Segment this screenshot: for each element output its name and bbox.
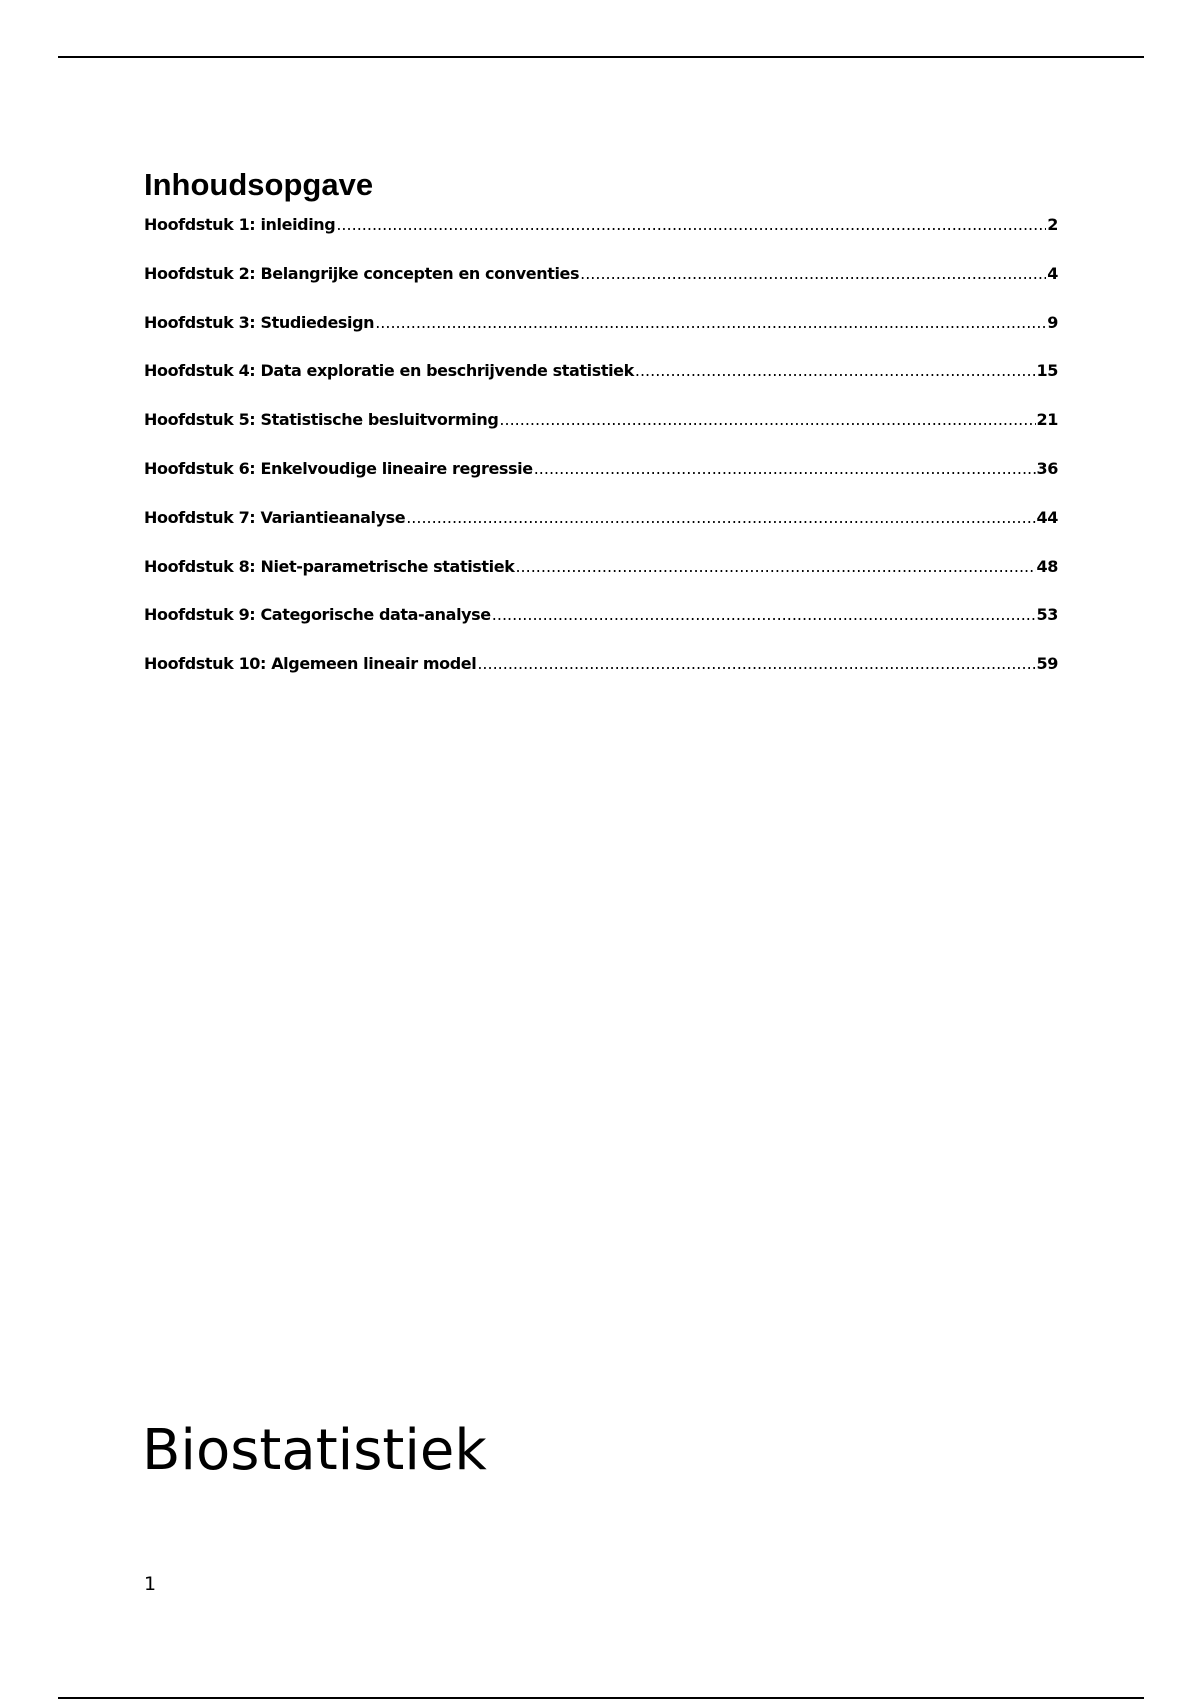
toc-leader-dots — [534, 459, 1036, 479]
toc-entry-page: 4 — [1047, 263, 1058, 283]
toc-leader-dots — [477, 654, 1035, 674]
toc-entry-label: Hoofdstuk 8: Niet-parametrische statistiek — [144, 556, 515, 576]
toc-leader-dots — [336, 215, 1046, 235]
toc-entry-page: 44 — [1036, 507, 1058, 527]
toc-entry-label: Hoofdstuk 2: Belangrijke concepten en conventies — [144, 263, 580, 283]
toc-entry-page: 53 — [1036, 605, 1058, 625]
toc-entry-label: Hoofdstuk 5: Statistische besluitvorming — [144, 410, 499, 430]
toc-entry-chapter-8[interactable] — [144, 557, 1058, 606]
toc-entry-label: Hoofdstuk 6: Enkelvoudige lineaire regressie — [144, 458, 533, 478]
toc-entry-label: Hoofdstuk 9: Categorische data-analyse — [144, 605, 491, 625]
toc-entry-chapter-6[interactable] — [144, 459, 1058, 508]
toc-entry-chapter-2[interactable] — [144, 264, 1058, 313]
toc-entry-label: Hoofdstuk 4: Data exploratie en beschrijvende statistiek — [144, 361, 634, 381]
toc-leader-dots — [635, 361, 1036, 381]
header-rule — [58, 56, 1144, 58]
toc-leader-dots — [580, 264, 1046, 284]
footer-rule — [58, 1697, 1144, 1699]
toc-entry-page: 48 — [1036, 556, 1058, 576]
toc-entry-chapter-10[interactable] — [144, 654, 1058, 703]
toc-entry-page: 9 — [1047, 312, 1058, 332]
toc-title: Inhoudsopgave — [144, 167, 374, 202]
table-of-contents — [144, 166, 1058, 703]
toc-entry-chapter-3[interactable] — [144, 313, 1058, 362]
page-number: 1 — [144, 1573, 157, 1595]
toc-entry-label: Hoofdstuk 1: inleiding — [144, 215, 336, 234]
toc-leader-dots — [499, 410, 1035, 430]
toc-entry-label: Hoofdstuk 7: Variantieanalyse — [144, 507, 406, 527]
toc-entry-page: 36 — [1036, 458, 1058, 478]
toc-entry-label: Hoofdstuk 10: Algemeen lineair model — [144, 654, 477, 674]
toc-entry-page: 15 — [1036, 361, 1058, 381]
document-title: Biostatistiek — [142, 1418, 487, 1483]
toc-leader-dots — [406, 508, 1035, 528]
toc-entry-label: Hoofdstuk 3: Studiedesign — [144, 312, 375, 332]
toc-entry-page: 2 — [1047, 215, 1058, 234]
toc-entry-chapter-9[interactable] — [144, 605, 1058, 654]
toc-entry-page: 59 — [1036, 654, 1058, 674]
toc-entry-chapter-4[interactable] — [144, 361, 1058, 410]
toc-entry-chapter-5[interactable] — [144, 410, 1058, 459]
toc-leader-dots — [515, 557, 1035, 577]
toc-leader-dots — [375, 313, 1046, 333]
toc-entry-chapter-7[interactable] — [144, 508, 1058, 557]
toc-entry-chapter-1[interactable] — [144, 215, 1058, 264]
toc-leader-dots — [492, 605, 1036, 625]
toc-entry-page: 21 — [1036, 410, 1058, 430]
toc-list — [144, 215, 1058, 703]
